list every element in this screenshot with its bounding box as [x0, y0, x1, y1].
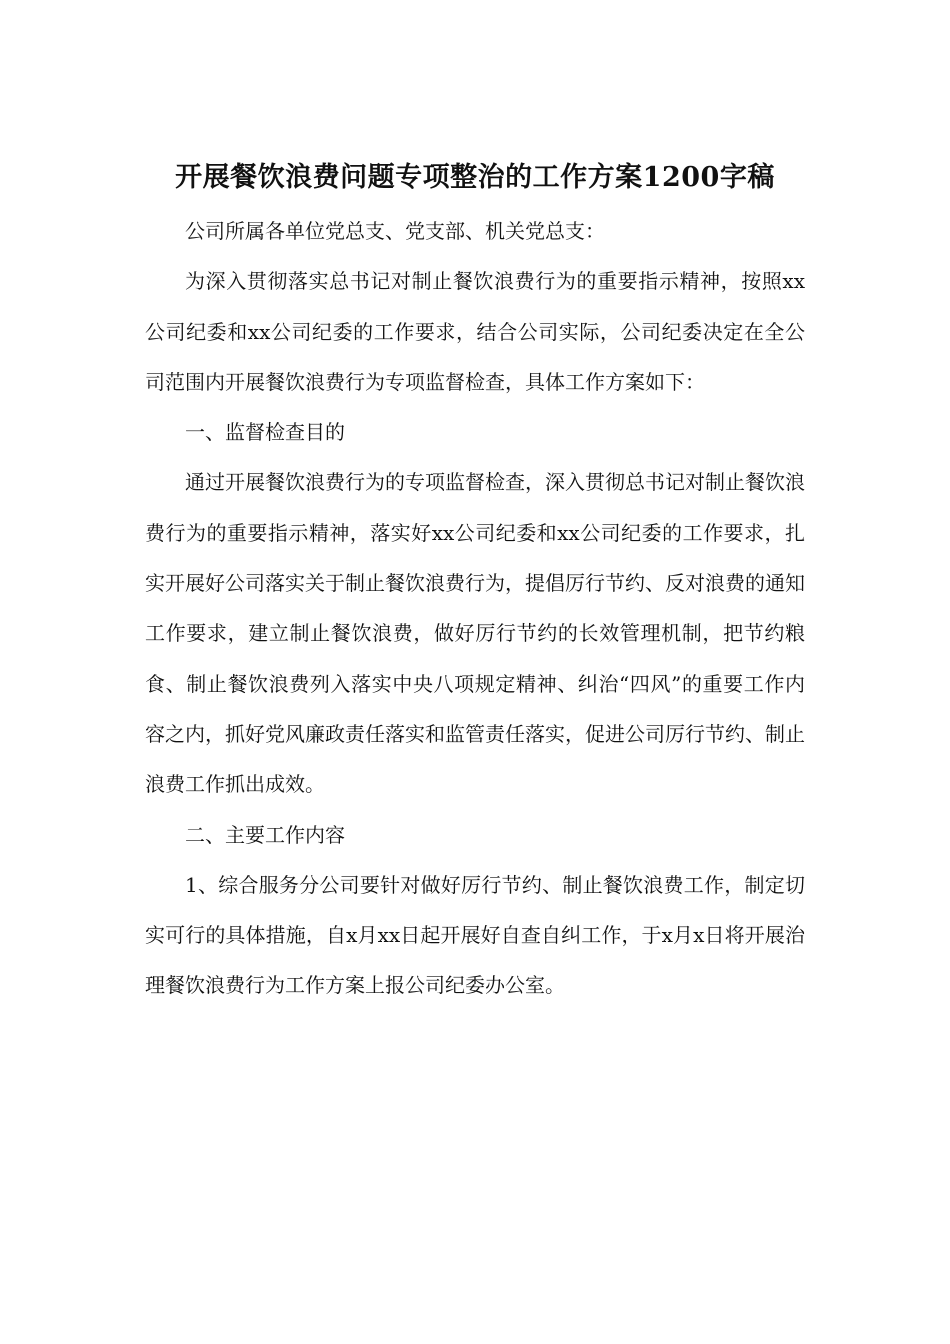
section-heading-2: 二、主要工作内容: [185, 822, 345, 847]
section-body-1: 通过开展餐饮浪费行为的专项监督检查，深入贯彻总书记对制止餐饮浪费行为的重要指示精神，落实好xx公司纪委和xx公司纪委的工作要求，扎实开展好公司落实关于制止餐饮浪费行为，提倡厉行节约、反对浪费的通知工作要求，建立制止餐饮浪费，做好厉行节约的长效管理机制，把节约粮食、制止餐饮浪费列入落实中央八项规定精神、纠治“四风”的重要工作内容之内，抓好党风廉政责任落实和监管责任落实，促进公司厉行节约、制止浪费工作抓出成效。: [145, 470, 805, 797]
document-title: 开展餐饮浪费问题专项整治的工作方案1200字稿: [175, 162, 775, 193]
document-body: [145, 206, 805, 1011]
section-heading-1: 一、监督检查目的: [185, 420, 345, 445]
salutation: 公司所属各单位党总支、党支部、机关党总支：: [185, 219, 605, 243]
section-item-1: 1、综合服务分公司要针对做好厉行节约、制止餐饮浪费工作，制定切实可行的具体措施，自x月xx日起开展好自查自纠工作，于x月x日将开展治理餐饮浪费行为工作方案上报公司纪委办公室。: [145, 872, 805, 998]
intro-paragraph: 为深入贯彻落实总书记对制止餐饮浪费行为的重要指示精神，按照xx公司纪委和xx公司纪委的工作要求，结合公司实际，公司纪委决定在全公司范围内开展餐饮浪费行为专项监督检查，具体工作方案如下：: [145, 269, 805, 394]
